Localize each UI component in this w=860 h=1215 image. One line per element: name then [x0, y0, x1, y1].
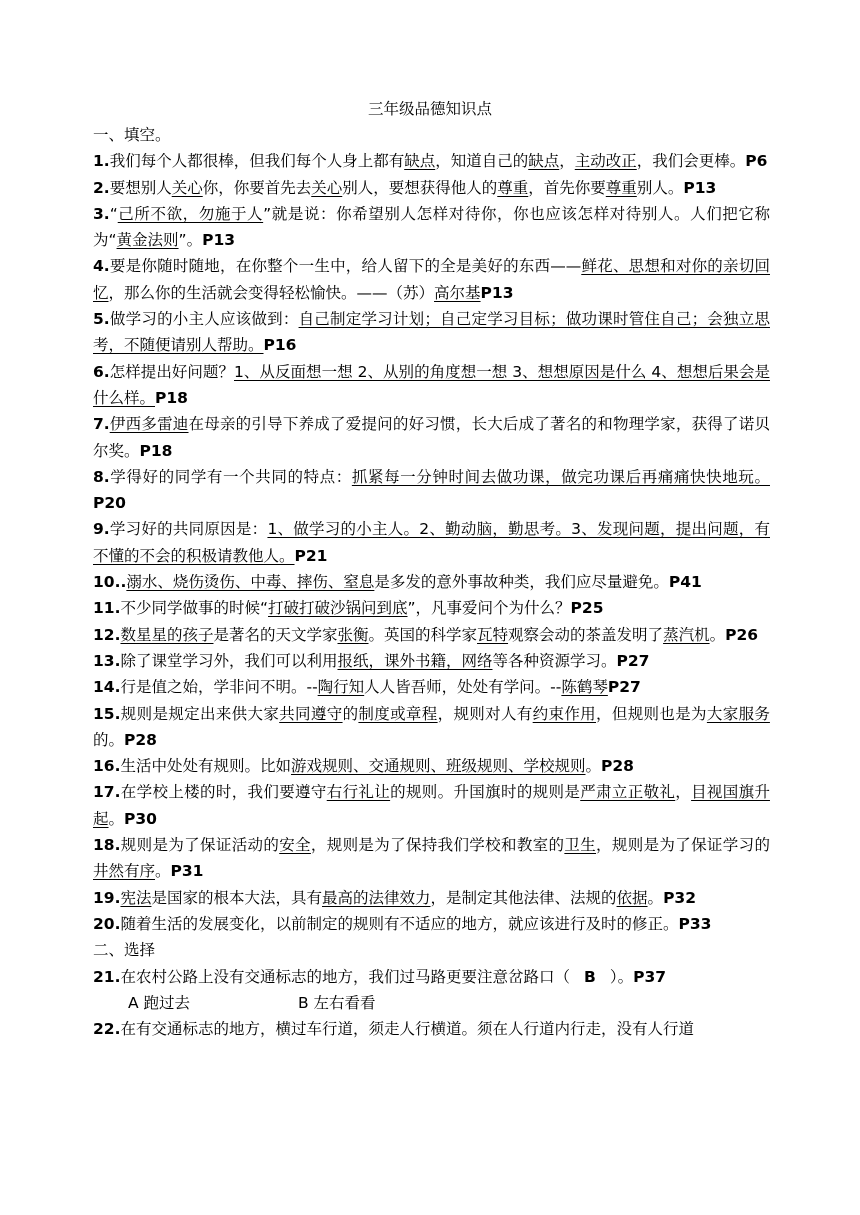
item-text: ”就是说：你希望别人怎样对待你，你也应该怎样对待别人。人们把它称为“ — [93, 204, 770, 250]
item-text: 人人皆吾师，处处有学问。-- — [364, 678, 562, 697]
item-number: 9. — [93, 520, 110, 539]
item-number: 1. — [93, 152, 110, 171]
item-number: 11. — [93, 599, 121, 618]
answer: 数星星的孩子 — [120, 625, 214, 644]
page-ref: P26 — [725, 625, 759, 644]
page-ref: P20 — [93, 494, 126, 513]
answer: 大家服务 — [706, 704, 770, 723]
page-title: 三年级品德知识点 — [367, 100, 492, 118]
item-text: 规则是规定出来供大家 — [120, 704, 280, 723]
answer: 己所不欲，勿施于人 — [117, 204, 264, 223]
item-text: ）。 — [609, 967, 634, 986]
item-text: ，那么你的生活就会变得轻松愉快。——（苏） — [108, 283, 435, 302]
item-number: 7. — [93, 415, 110, 434]
option-a: A 跑过去 — [128, 993, 191, 1012]
item-9 — [93, 516, 770, 569]
answer: 黄金法则 — [116, 231, 179, 250]
answer-choice: B — [583, 967, 596, 986]
item-text: 生活中处处有规则。比如 — [120, 757, 291, 776]
item-2 — [93, 175, 770, 201]
answer: 高尔基 — [434, 283, 481, 302]
item-16 — [93, 753, 770, 779]
item-11 — [93, 595, 770, 621]
answer: 尊重 — [497, 178, 529, 197]
item-number: 10.. — [93, 573, 127, 592]
item-text: ，规则是为了保证学习的 — [596, 836, 770, 855]
item-number: 16. — [93, 757, 121, 776]
page-ref: P37 — [633, 967, 667, 986]
page-ref: P30 — [124, 809, 157, 828]
answer: 宪法 — [120, 888, 152, 907]
answer: 制度或章程 — [358, 704, 438, 723]
answer: 蒸汽机 — [663, 625, 710, 644]
item-6 — [93, 359, 770, 412]
answer: 尊重 — [605, 178, 637, 197]
item-13 — [93, 648, 770, 674]
page-ref: P32 — [663, 888, 696, 907]
item-5 — [93, 306, 770, 359]
answer: 游戏规则、交通规则、班级规则、学校规则 — [290, 757, 586, 776]
item-text: ，我们会更棒。 — [636, 152, 746, 171]
item-19 — [93, 885, 770, 911]
item-text: 行是值之始，学非问不明。-- — [120, 678, 318, 697]
answer: 右行礼让 — [326, 783, 391, 802]
item-17 — [93, 779, 770, 832]
item-22 — [93, 1016, 770, 1042]
item-text: 除了课堂学习外，我们可以利用 — [120, 651, 338, 670]
item-text: 在母亲的引导下养成了爱提问的好习惯，长大后成了著名的和物理学家，获得了诺贝尔奖。 — [93, 415, 770, 460]
item-number: 21. — [93, 967, 121, 986]
answer: 打破打破沙锅问到底 — [268, 599, 408, 618]
item-text: ， — [559, 152, 575, 171]
item-21 — [93, 964, 770, 990]
item-number: 19. — [93, 888, 121, 907]
item-7 — [93, 411, 770, 464]
document-body — [93, 122, 770, 1042]
item-number: 22. — [93, 1020, 121, 1039]
item-number: 18. — [93, 836, 121, 855]
item-number: 17. — [93, 783, 121, 802]
answer: 1、从反面想一想 2、从别的角度想一想 3、想想原因是什么 4、想想后果会是什么样。 — [93, 362, 770, 407]
item-text: 的规则。升国旗时的规则是 — [390, 783, 581, 802]
item-18 — [93, 832, 770, 885]
item-text: 。英国的科学家 — [368, 625, 478, 644]
item-number: 14. — [93, 678, 121, 697]
page-ref: P18 — [139, 441, 173, 460]
answer: 瓦特 — [477, 625, 509, 644]
item-text: ，规则对人有 — [437, 704, 533, 723]
answer: 鲜花、思想和对你的亲切回忆 — [93, 257, 770, 302]
item-number: 2. — [93, 178, 110, 197]
item-text: 我们每个人都很棒，但我们每个人身上都有 — [109, 152, 405, 171]
item-text: 。 — [647, 888, 664, 907]
answer: 最高的法律效力 — [322, 888, 431, 907]
item-number: 4. — [93, 257, 110, 276]
item-text: 别人，要想获得他人的 — [342, 178, 498, 197]
item-10 — [93, 569, 770, 595]
page-ref: P6 — [745, 152, 768, 171]
item-number: 6. — [93, 362, 110, 381]
item-text: 学得好的同学有一个共同的特点： — [109, 467, 352, 486]
answer: 目视国旗升起 — [93, 783, 770, 828]
section-heading-choice: 二、选择 — [93, 941, 156, 960]
answer: 井然有序 — [93, 862, 156, 881]
item-text: ，知道自己的 — [435, 152, 529, 171]
page-ref: P13 — [480, 283, 514, 302]
item-text: 你，你要首先去 — [202, 178, 312, 197]
item-text: 在农村公路上没有交通标志的地方，我们过马路更要注意岔路口（ — [120, 967, 570, 986]
item-text: 是多发的意外事故种类，我们应尽量避免。 — [374, 573, 669, 592]
item-number: 3. — [93, 204, 110, 223]
answer: 伊西多雷迪 — [109, 415, 189, 434]
page-ref: P28 — [124, 730, 157, 749]
item-text: ”。 — [178, 231, 203, 250]
item-text: 。 — [585, 757, 602, 776]
answer: 关心 — [171, 178, 203, 197]
page-ref: P27 — [616, 651, 650, 670]
answer: 依据 — [616, 888, 648, 907]
item-text: 。 — [155, 862, 171, 881]
item-text: 规则是为了保证活动的 — [120, 836, 280, 855]
item-text: ， — [675, 783, 692, 802]
item-text: ，首先你要 — [528, 178, 606, 197]
item-text: 在学校上楼的时，我们要遵守 — [120, 783, 327, 802]
item-14 — [93, 674, 770, 700]
page-ref: P31 — [170, 862, 204, 881]
item-text: ，规则是为了保持我们学校和教室的 — [310, 836, 565, 855]
answer: 缺点 — [528, 152, 560, 171]
item-text: 的 — [342, 704, 359, 723]
item-text: 在有交通标志的地方，横过车行道，须走人行横道。须在人行道内行走，没有人行道 — [120, 1020, 694, 1039]
page-ref: P21 — [294, 546, 328, 565]
answer: 报纸，课外书籍，网络 — [337, 651, 493, 670]
item-number: 8. — [93, 467, 110, 486]
answer: 抓紧每一分钟时间去做功课，做完功课后再痛痛快快地玩。 — [351, 467, 770, 486]
item-text: 是著名的天文学家 — [213, 625, 338, 644]
item-text: ，但规则也是为 — [596, 704, 707, 723]
answer: 主动改正 — [574, 152, 637, 171]
item-text: ，是制定其他法律、法规的 — [430, 888, 617, 907]
item-12 — [93, 622, 770, 648]
page-ref: P13 — [202, 231, 236, 250]
page-ref: P18 — [155, 388, 188, 407]
answer: 共同遵守 — [279, 704, 343, 723]
page-ref: P28 — [601, 757, 634, 776]
item-15 — [93, 701, 770, 754]
answer: 溺水、烧伤烫伤、中毒、摔伤、窒息 — [126, 573, 375, 592]
item-number: 5. — [93, 310, 110, 329]
item-text: 做学习的小主人应该做到： — [109, 310, 299, 329]
option-b: B 左右看看 — [298, 993, 376, 1012]
answer: 关心 — [311, 178, 343, 197]
answer: 缺点 — [404, 152, 436, 171]
page-ref: P13 — [683, 178, 717, 197]
item-number: 12. — [93, 625, 121, 644]
item-text: 观察会动的茶盖发明了 — [508, 625, 664, 644]
page-ref: P41 — [668, 573, 702, 592]
item-8 — [93, 464, 770, 517]
item-4 — [93, 253, 770, 306]
item-text: 要想别人 — [109, 178, 172, 197]
item-text: 不少同学做事的时候“ — [120, 599, 268, 618]
item-text: 等各种资源学习。 — [492, 651, 617, 670]
page-ref: P16 — [263, 336, 297, 355]
item-3 — [93, 201, 770, 254]
answer: 张衡 — [337, 625, 369, 644]
answer: 陶行知 — [317, 678, 365, 697]
item-1 — [93, 148, 770, 174]
item-text: 。 — [709, 625, 726, 644]
item-text: 。 — [108, 809, 125, 828]
item-number: 20. — [93, 914, 121, 933]
item-text: 学习好的共同原因是： — [109, 520, 268, 539]
item-text: 是国家的根本大法，具有 — [151, 888, 322, 907]
item-20 — [93, 911, 770, 937]
page-ref: P33 — [678, 914, 712, 933]
answer: 陈鹤琴 — [561, 678, 608, 697]
item-text: 怎样提出好问题？ — [109, 362, 234, 381]
item-text: 随着生活的发展变化，以前制定的规则有不适应的地方，就应该进行及时的修正。 — [120, 914, 679, 933]
item-text: 别人。 — [636, 178, 684, 197]
item-number: 15. — [93, 704, 121, 723]
item-text: “ — [109, 204, 118, 223]
answer: 卫生 — [564, 836, 597, 855]
answer: 约束作用 — [532, 704, 597, 723]
page-ref: P27 — [607, 678, 641, 697]
answer: 安全 — [279, 836, 311, 855]
section-heading-fill-in: 一、填空。 — [93, 126, 171, 144]
item-21-options — [93, 990, 770, 1016]
answer: 自己制定学习计划；自己定学习目标；做功课时管住自己；会独立思考，不随便请别人帮助。 — [93, 310, 770, 355]
item-number: 13. — [93, 651, 121, 670]
item-text: ”，凡事爱问个为什么？ — [407, 599, 571, 618]
answer: 严肃立正敬礼 — [580, 783, 676, 802]
item-text: 的。 — [93, 730, 125, 749]
answer: 1、做学习的小主人。2、勤动脑，勤思考。3、发现问题，提出问题，有不懂的不会的积极请教他人。 — [93, 520, 770, 565]
page-ref: P25 — [570, 599, 604, 618]
item-text: 要是你随时随地，在你整个一生中，给人留下的全是美好的东西—— — [109, 257, 582, 276]
